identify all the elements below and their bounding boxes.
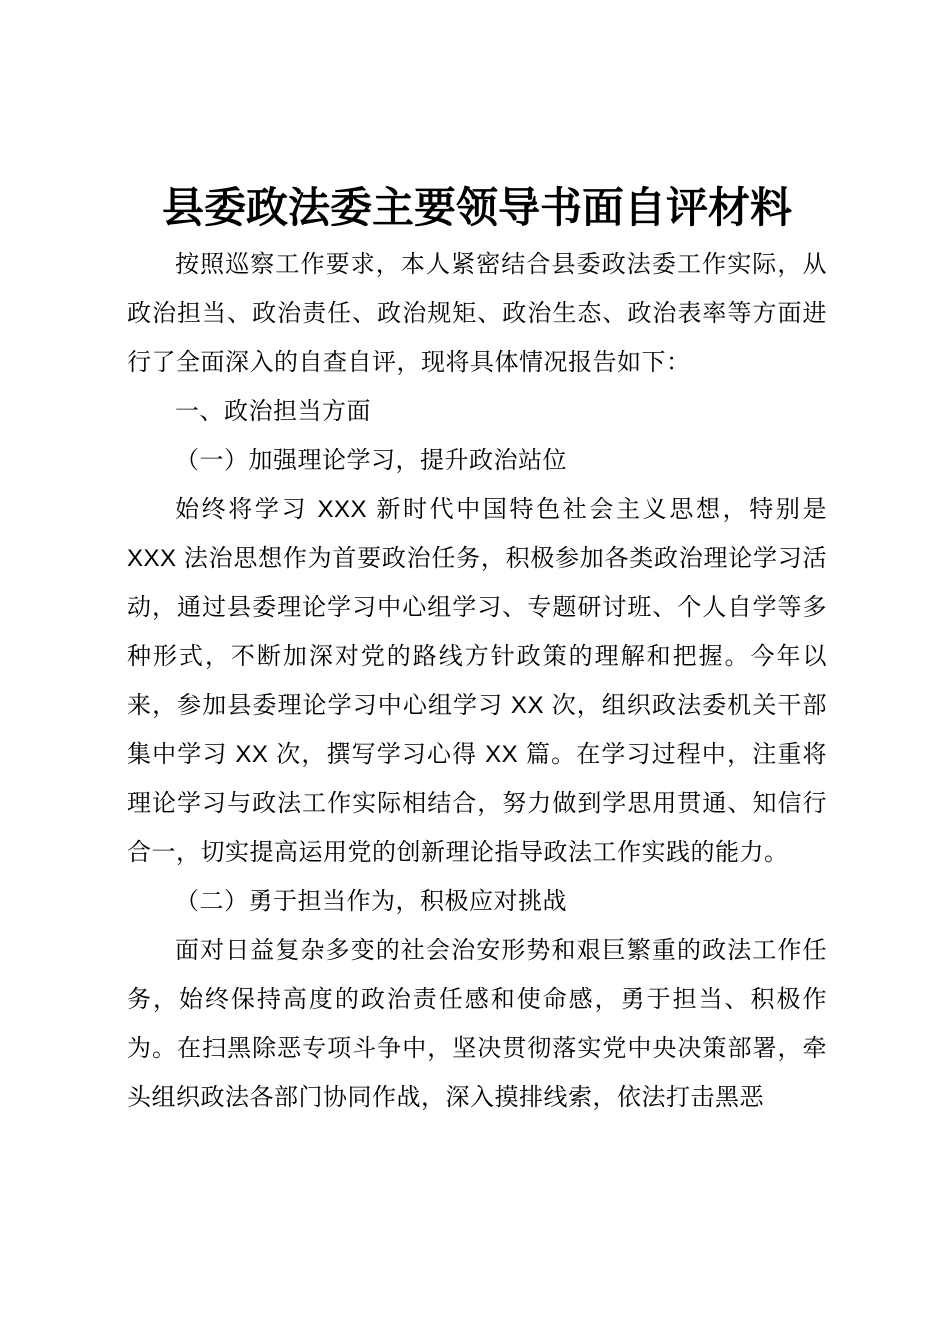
document-body [127, 240, 827, 1122]
document-text-block: 一、政治担当方面 [175, 398, 371, 425]
document-title: 县委政法委主要领导书面自评材料 [161, 186, 792, 232]
document-text-block: （二）勇于担当作为，积极应对挑战 [175, 888, 567, 915]
document-text-block: 按照巡察工作要求，本人紧密结合县委政法委工作实际，从政治担当、政治责任、政治规矩、政治生态、政治表率等方面进行了全面深入的自查自评，现将具体情况报告如下： [127, 251, 827, 376]
document-text-block: 面对日益复杂多变的社会治安形势和艰巨繁重的政法工作任务，始终保持高度的政治责任感和使命感，勇于担当、积极作为。在扫黑除恶专项斗争中，坚决贯彻落实党中央决策部署，牵头组织政法各部门协同作战，深入摸排线索，依法打击黑恶 [127, 937, 827, 1111]
document-text-block: 始终将学习 XXX 新时代中国特色社会主义思想，特别是 XXX 法治思想作为首要政治任务，积极参加各类政治理论学习活动，通过县委理论学习中心组学习、专题研讨班、个人自学等多种形式，不断加深对党的路线方针政策的理解和把握。今年以来，参加县委理论学习中心组学习 XX 次，组织政法委机关干部集中学习 XX 次，撰写学习心得 XX 篇。在学习过程中，注重将理论学习与政法工作实际相结合，努力做到学思用贯通、知信行合一，切实提高运用党的创新理论指导政法工作实践的能力。 [127, 496, 827, 866]
document-text-block: （一）加强理论学习，提升政治站位 [175, 447, 567, 474]
